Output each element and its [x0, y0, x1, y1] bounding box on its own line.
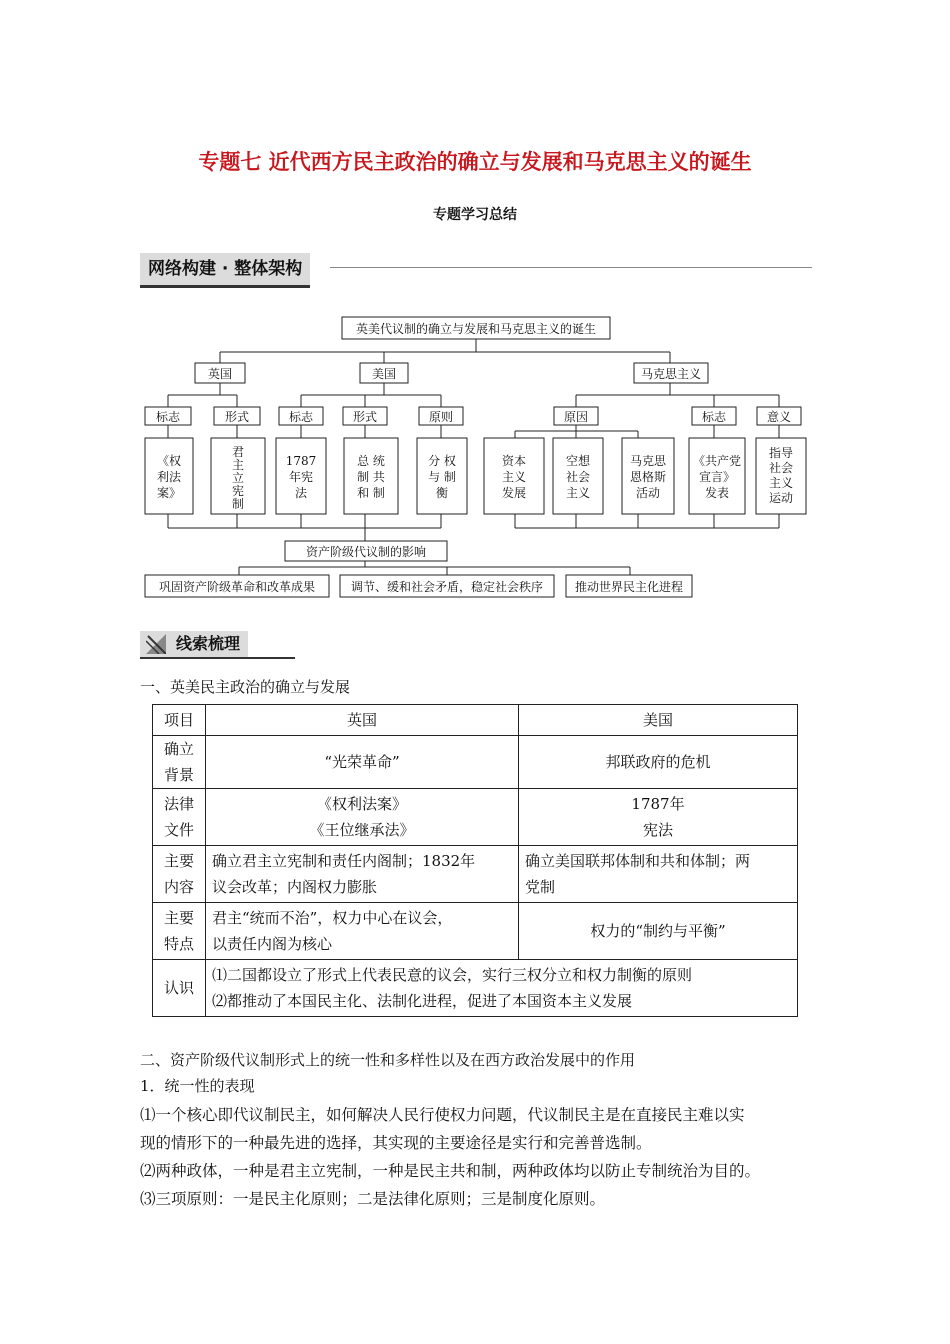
cell-us: 邦联政府的危机	[519, 736, 798, 789]
cell-uk: 《权利法案》 《王位继承法》	[206, 789, 519, 846]
uk-sign-label: 标志	[155, 410, 181, 424]
leaf-monarchy-line: 立	[231, 471, 245, 485]
cell-uk: 君主“统而不治”，权力中心在议会， 以责任内阁为核心	[206, 903, 519, 960]
page-subtitle: 专题学习总结	[433, 207, 517, 223]
paragraph-2: ⑵两种政体，一种是君主立宪制，一种是民主共和制，两种政体均以防止专制统治为目的。	[140, 1162, 761, 1180]
leaf-federal-line: 总 统	[357, 454, 385, 468]
us-label: 美国	[371, 367, 397, 381]
section-heading-label: 线索梳理	[176, 634, 241, 653]
leaf-utopia-line: 主义	[565, 486, 591, 500]
diagonal-stripes-icon	[146, 634, 166, 654]
cell-us: 确立美国联邦体制和共和体制；两 党制	[519, 846, 798, 903]
leaf-manifesto-line: 《共产党	[692, 454, 742, 468]
concept-diagram	[0, 0, 950, 620]
table-header-row	[153, 705, 798, 736]
marx-cause-label: 原因	[563, 410, 589, 424]
comparison-table	[152, 704, 798, 1017]
effect3-label: 推动世界民主化进程	[574, 580, 684, 594]
row-label: 主要 内容	[153, 846, 206, 903]
diagram-svg	[0, 0, 950, 620]
row-label: 法律 文件	[153, 789, 206, 846]
table-row	[153, 846, 798, 903]
table-header-cell: 美国	[519, 705, 798, 736]
uk-label: 英国	[207, 367, 233, 381]
paragraph-3: ⑶三项原则：一是民主化原则；二是法律化原则；三是制度化原则。	[140, 1190, 606, 1208]
marx-label: 马克思主义	[640, 367, 702, 381]
uk-form-label: 形式	[224, 410, 250, 424]
leaf-monarchy-line: 宪	[231, 484, 245, 498]
leaf-monarchy-line: 君	[231, 445, 245, 459]
us-form-label: 形式	[352, 410, 378, 424]
page-title: 专题七 近代西方民主政治的确立与发展和马克思主义的诞生	[198, 150, 752, 174]
leaf-guide-line: 社会	[768, 461, 794, 475]
leaf-marx-engels-line: 恩格斯	[629, 470, 667, 484]
summary-cell: ⑴二国都设立了形式上代表民意的议会，实行三权分立和权力制衡的原则 ⑵都推动了本国民主化、法制化进程，促进了本国资本主义发展	[206, 960, 798, 1017]
leaf-utopia-line: 社会	[565, 470, 591, 484]
leaf-guide-line: 指导	[768, 446, 794, 460]
leaf-utopia-line: 空想	[565, 454, 591, 468]
table-row	[153, 789, 798, 846]
heading-representative-system: 二、资产阶级代议制形式上的统一性和多样性以及在西方政治发展中的作用	[140, 1051, 636, 1069]
leaf-manifesto-line: 宣言》	[698, 470, 736, 484]
effect1-label: 巩固资产阶级革命和改革成果	[158, 580, 316, 594]
cell-us: 权力的“制约与平衡”	[519, 903, 798, 960]
influence-label: 资产阶级代议制的影响	[305, 545, 427, 559]
heading-uk-us: 一、英美民主政治的确立与发展	[140, 678, 351, 696]
root-label: 英美代议制的确立与发展和马克思主义的诞生	[355, 322, 597, 336]
effect2-label: 调节、缓和社会矛盾，稳定社会秩序	[350, 580, 544, 594]
leaf-monarchy-line: 主	[231, 458, 245, 472]
table-header-cell: 项目	[153, 705, 206, 736]
marx-meaning-label: 意义	[766, 410, 792, 424]
table-summary-row	[153, 960, 798, 1017]
table-row	[153, 903, 798, 960]
leaf-guide-line: 运动	[768, 491, 794, 505]
leaf-capital-line: 资本	[501, 454, 527, 468]
cell-us: 1787年 宪法	[519, 789, 798, 846]
leaf-federal-line: 和 制	[357, 486, 385, 500]
us-principle-label: 原则	[428, 410, 454, 424]
leaf-marx-engels-line: 马克思	[629, 454, 667, 468]
point-unity: 1．统一性的表现	[140, 1077, 255, 1095]
leaf-bill-line: 利法	[156, 470, 182, 484]
leaf-guide-line: 主义	[768, 476, 794, 490]
leaf-federal-line: 制 共	[357, 470, 385, 484]
leaf-monarchy-line: 制	[231, 497, 245, 511]
leaf-capital-line: 主义	[501, 470, 527, 484]
cell-uk: 确立君主立宪制和责任内阁制；1832年 议会改革；内阁权力膨胀	[206, 846, 519, 903]
table-row	[153, 736, 798, 789]
leaf-separation-line: 与 制	[428, 470, 456, 484]
section-heading-underline	[140, 657, 295, 659]
leaf-1787-line: 年宪	[288, 470, 314, 484]
paragraph-1a: ⑴一个核心即代议制民主，如何解决人民行使权力问题，代议制民主是在直接民主难以实	[140, 1106, 745, 1124]
table-header-cell: 英国	[206, 705, 519, 736]
row-label: 认识	[153, 960, 206, 1017]
marx-sign-label: 标志	[701, 410, 727, 424]
row-label: 主要 特点	[153, 903, 206, 960]
paragraph-1b: 现的情形下的一种最先进的选择，其实现的主要途径是实行和完善普选制。	[140, 1134, 652, 1152]
leaf-bill-line: 《权	[156, 454, 182, 468]
leaf-bill-line: 案》	[156, 486, 182, 500]
us-sign-label: 标志	[288, 410, 314, 424]
section-banner: 网络构建 · 整体架构	[140, 253, 310, 288]
leaf-separation-line: 分 权	[428, 454, 456, 468]
leaf-separation-line: 衡	[435, 486, 449, 500]
section-heading-clues	[140, 631, 248, 657]
leaf-1787-line: 法	[294, 486, 308, 500]
leaf-capital-line: 发展	[501, 486, 527, 500]
cell-uk: “光荣革命”	[206, 736, 519, 789]
leaf-1787-line: 1787	[285, 454, 317, 468]
row-label: 确立 背景	[153, 736, 206, 789]
leaf-manifesto-line: 发表	[704, 486, 730, 500]
leaf-marx-engels-line: 活动	[635, 486, 661, 500]
